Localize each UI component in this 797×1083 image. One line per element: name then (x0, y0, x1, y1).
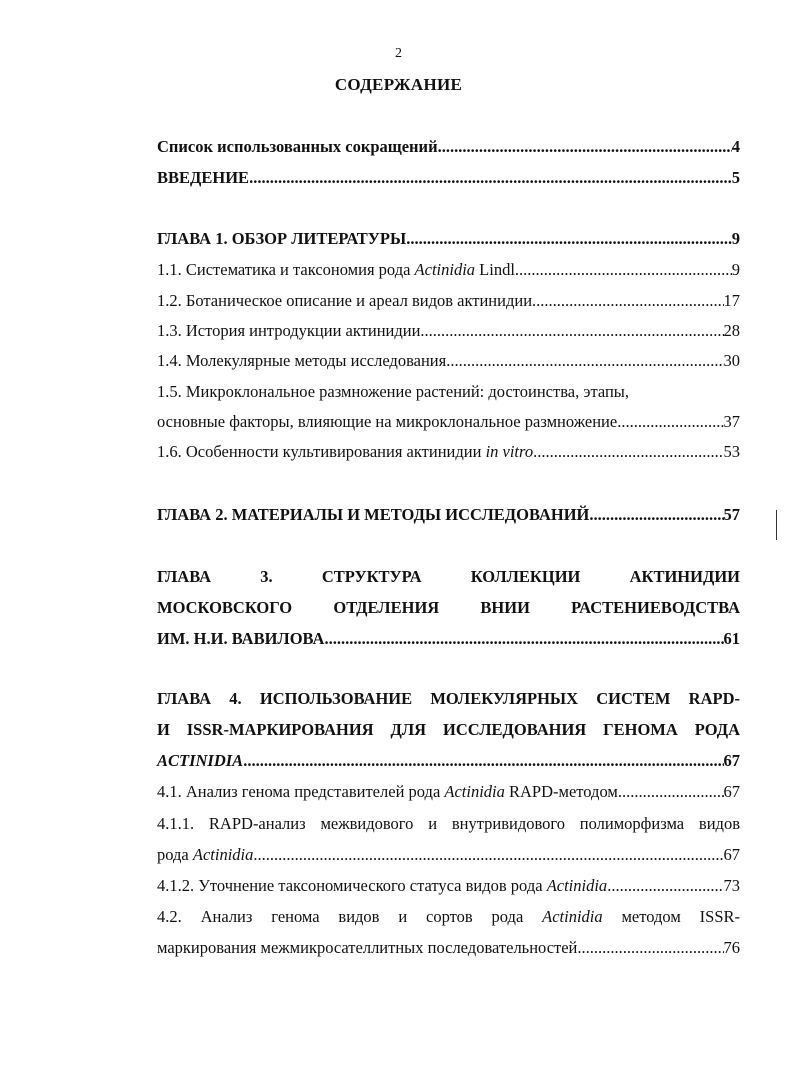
toc-entry-page: 57 (723, 505, 740, 524)
toc-entry-page: 53 (723, 442, 740, 461)
dot-leader (406, 228, 732, 250)
dot-leader (617, 411, 723, 433)
toc-entry-page: 37 (723, 412, 740, 431)
margin-mark (776, 510, 777, 540)
toc-entry-1-5[interactable] (157, 411, 740, 433)
toc-entry-1-1[interactable] (157, 259, 740, 281)
toc-entry-4-1-2[interactable] (157, 875, 740, 897)
genus-name: Actinidia (414, 260, 476, 279)
toc-entry-chapter-2[interactable] (157, 504, 740, 526)
toc-entry-text: рода Actinidia (157, 845, 254, 864)
toc-entry-1-4[interactable] (157, 350, 740, 372)
toc-entry-text: 4.1.2. Уточнение таксономического статуса видов рода Actinidia (157, 876, 608, 895)
toc-entry-4-2-line1: 4.2. Анализ генома видов и сортов рода Actinidia методом ISSR- (157, 907, 740, 926)
toc-entry-1-5-line1: 1.5. Микроклональное размножение растений: достоинства, этапы, (157, 382, 629, 401)
page-title: СОДЕРЖАНИЕ (334, 75, 463, 94)
toc-entry-chapter-3[interactable] (157, 628, 740, 650)
toc-entry-text: основные факторы, влияющие на микроклональное размножение (157, 412, 618, 431)
toc-entry-4-1-1-line1: 4.1.1. RAPD-анализ межвидового и внутривидового полиморфизма видов (157, 814, 740, 833)
toc-entry-page: 5 (731, 168, 740, 187)
toc-entry-chapter-4-line2: И ISSR-МАРКИРОВАНИЯ ДЛЯ ИССЛЕДОВАНИЯ ГЕНОМА РОДА (157, 720, 740, 739)
dot-leader (324, 628, 723, 650)
toc-entry-4-2[interactable] (157, 937, 740, 959)
toc-entry-page: 67 (723, 751, 740, 770)
toc-entry-page: 67 (723, 782, 740, 801)
toc-entry-text: маркирования межмикросателлитных последовательностей (157, 938, 578, 957)
dot-leader (515, 259, 732, 281)
toc-entry-page: 67 (723, 845, 740, 864)
toc-entry-1-3[interactable] (157, 320, 740, 342)
toc-entry-1-2[interactable] (157, 290, 740, 312)
toc-entry-text: ИМ. Н.И. ВАВИЛОВА (157, 629, 325, 648)
dot-leader (607, 875, 723, 897)
toc-entry-text: 1.1. Систематика и таксономия рода Actinidia Lindl (157, 260, 515, 279)
dot-leader (243, 750, 723, 772)
toc-entry-page: 9 (731, 229, 740, 248)
toc-entry-introduction[interactable] (157, 167, 740, 189)
toc-entry-text: ВВЕДЕНИЕ (157, 168, 250, 187)
toc-entry-text: 4.1. Анализ генома представителей рода Actinidia RAPD-методом (157, 782, 618, 801)
dot-leader (589, 504, 723, 526)
dot-leader (438, 136, 732, 158)
toc-entry-text: ГЛАВА 1. ОБЗОР ЛИТЕРАТУРЫ (157, 229, 407, 248)
page-number: 2 (395, 46, 402, 61)
toc-entry-text: Список использованных сокращений (157, 137, 438, 156)
toc-entry-chapter-4[interactable] (157, 750, 740, 772)
dot-leader (420, 320, 723, 342)
dot-leader (532, 290, 723, 312)
toc-entry-text: 1.3. История интродукции актинидии (157, 321, 421, 340)
dot-leader (618, 781, 724, 803)
toc-entry-text: 1.6. Особенности культивирования актинидии in vitro (157, 442, 534, 461)
toc-entry-page: 61 (723, 629, 740, 648)
toc-entry-1-6[interactable] (157, 441, 740, 463)
dot-leader (249, 167, 732, 189)
dot-leader (533, 441, 723, 463)
toc-entry-page: 73 (723, 876, 740, 895)
toc-entry-text: 1.4. Молекулярные методы исследования (157, 351, 447, 370)
toc-entry-chapter-3-line2: МОСКОВСКОГО ОТДЕЛЕНИЯ ВНИИ РАСТЕНИЕВОДСТВА (157, 598, 740, 617)
dot-leader (446, 350, 723, 372)
toc-entry-page: 28 (723, 321, 740, 340)
toc-entry-chapter-3-line1: ГЛАВА 3. СТРУКТУРА КОЛЛЕКЦИИ АКТИНИДИИ (157, 567, 740, 586)
toc-entry-abbreviations[interactable] (157, 136, 740, 158)
toc-entry-4-1-1[interactable] (157, 844, 740, 866)
toc-entry-text: 1.2. Ботаническое описание и ареал видов актинидии (157, 291, 533, 310)
dot-leader (253, 844, 723, 866)
toc-entry-page: 30 (723, 351, 740, 370)
dot-leader (577, 937, 723, 959)
toc-entry-page: 17 (723, 291, 740, 310)
toc-entry-page: 9 (731, 260, 740, 279)
toc-entry-page: 76 (723, 938, 740, 957)
toc-entry-4-1[interactable] (157, 781, 740, 803)
toc-entry-chapter-1[interactable] (157, 228, 740, 250)
toc-entry-text: ГЛАВА 2. МАТЕРИАЛЫ И МЕТОДЫ ИССЛЕДОВАНИЙ (157, 505, 590, 524)
toc-entry-text: ACTINIDIA (157, 751, 244, 770)
toc-entry-chapter-4-line1: ГЛАВА 4. ИСПОЛЬЗОВАНИЕ МОЛЕКУЛЯРНЫХ СИСТЕМ RAPD- (157, 689, 740, 708)
toc-entry-page: 4 (731, 137, 740, 156)
